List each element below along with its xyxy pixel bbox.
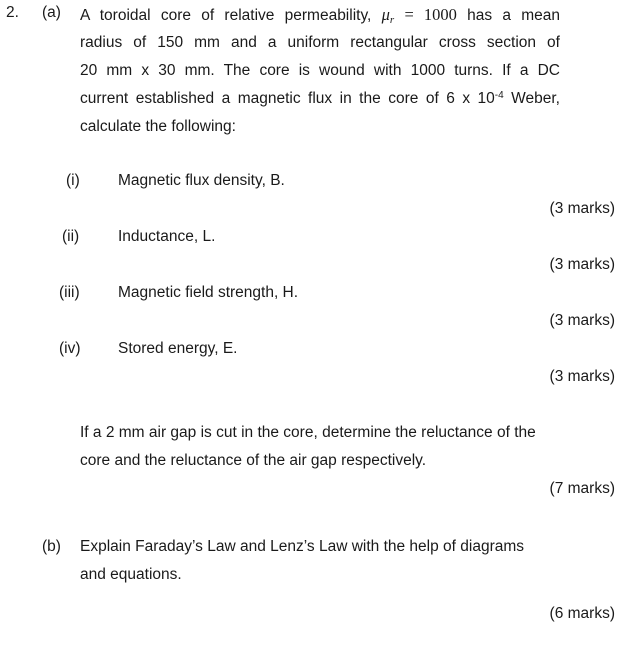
mu-subscript: r (389, 14, 395, 26)
subpart-label: (iii) (59, 284, 80, 301)
subpart-text: Magnetic flux density, B. (118, 172, 285, 189)
subpart-label: (iv) (59, 340, 81, 357)
part-b-line-2: and equations. (80, 566, 182, 583)
part-a-label: (a) (42, 4, 61, 21)
subpart-text: Magnetic field strength, H. (118, 284, 299, 301)
question-number: 2. (6, 4, 19, 21)
airgap-line-1: If a 2 mm air gap is cut in the core, determine the reluctance of the (80, 424, 536, 441)
part-b-line-1: Explain Faraday’s Law and Lenz’s Law with the help of diagrams (80, 538, 525, 555)
part-a-intro-line-3: 20 mm x 30 mm. The core is wound with 1000 turns. If a DC (80, 62, 560, 79)
part-a-intro-line-1 (80, 1, 560, 30)
marks-label: (3 marks) (549, 200, 615, 217)
subpart-label: (ii) (62, 228, 80, 245)
part-a-intro-line-5: calculate the following: (80, 118, 236, 135)
mu-letter: μ (381, 5, 390, 24)
subpart-label: (i) (66, 172, 80, 189)
marks-label: (7 marks) (549, 480, 615, 497)
intro-text: current established a magnetic flux in the core of 6 x 10 (80, 90, 495, 107)
part-a-intro-line-2: radius of 150 mm and a uniform rectangular cross section of (80, 34, 560, 51)
subpart-text: Inductance, L. (118, 228, 216, 245)
marks-label: (6 marks) (549, 605, 615, 622)
part-b-label: (b) (42, 538, 61, 555)
marks-label: (3 marks) (549, 368, 615, 385)
marks-label: (3 marks) (549, 312, 615, 329)
exponent: -4 (494, 90, 504, 101)
intro-text: has a mean (467, 7, 561, 24)
intro-text: Weber, (503, 90, 560, 107)
subpart-text: Stored energy, E. (118, 340, 238, 357)
airgap-line-2: core and the reluctance of the air gap respectively. (80, 452, 427, 469)
marks-label: (3 marks) (549, 256, 615, 273)
mu-value: = 1000 (404, 5, 457, 24)
part-a-intro-line-4 (80, 85, 560, 113)
mu-symbol (382, 5, 395, 24)
intro-text: A toroidal core of relative permeability, (80, 7, 372, 24)
